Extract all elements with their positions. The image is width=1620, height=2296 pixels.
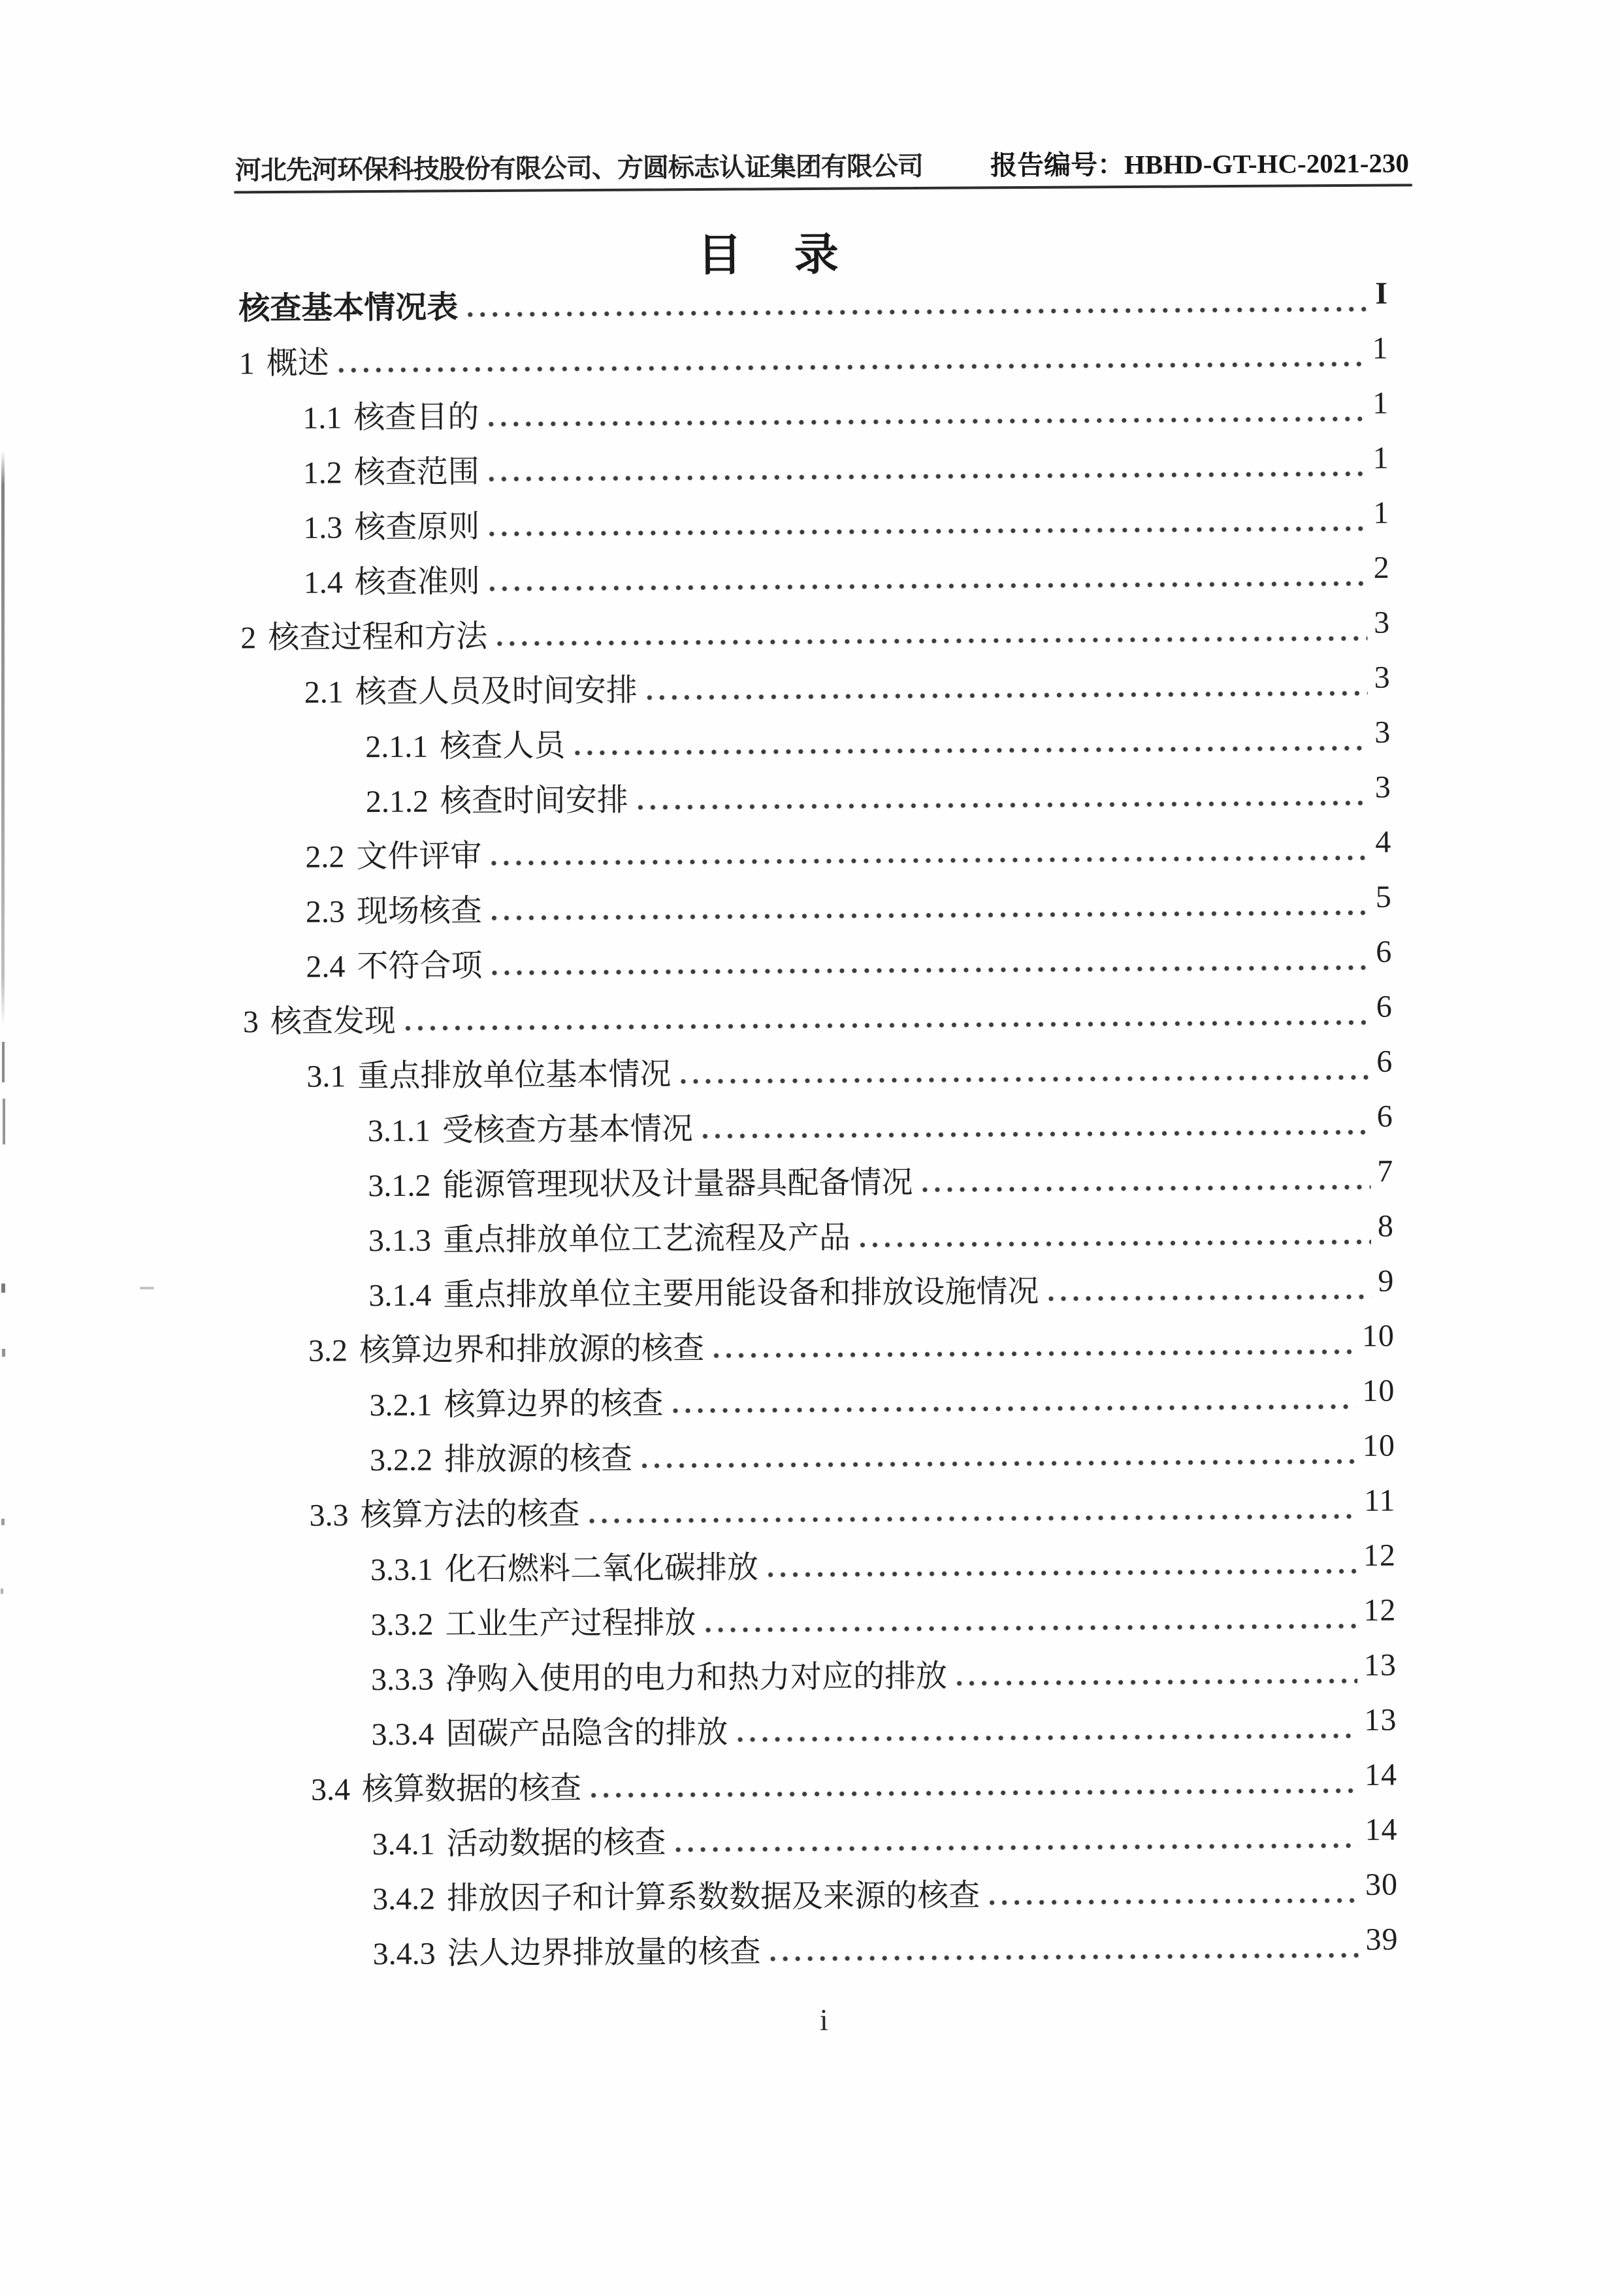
toc-entry: [242, 824, 1391, 886]
toc-entry-number: 2.2: [305, 839, 345, 875]
toc-entry-label: 核查基本情况表: [238, 290, 459, 327]
toc-page-number: 12: [1363, 1593, 1397, 1628]
toc-leader-dots: [491, 855, 1369, 866]
scan-edge-artifact: [3, 1099, 5, 1144]
toc-leader-dots: [705, 1623, 1357, 1633]
report-number: [990, 141, 1409, 182]
toc-leader-dots: [702, 1129, 1370, 1139]
toc-page-number: 10: [1362, 1373, 1395, 1408]
toc-entry-label: 现场核查: [356, 894, 483, 930]
toc-entry-label: 核查准则: [354, 564, 480, 600]
toc-entry-label: 核算数据的核查: [361, 1771, 582, 1807]
toc-leader-dots: [956, 1678, 1357, 1687]
toc-leader-dots: [647, 690, 1368, 701]
scan-edge-artifact: [1, 1519, 5, 1525]
toc-leader-dots: [489, 471, 1367, 482]
toc-page-number: 12: [1363, 1538, 1397, 1573]
toc-entry-number: 3.3.3: [370, 1662, 434, 1698]
toc-entry: [243, 988, 1393, 1050]
toc-page-number: 7: [1377, 1154, 1394, 1189]
toc-entry-label: 核算边界和排放源的核查: [359, 1331, 705, 1368]
toc-entry: [248, 1866, 1398, 1928]
toc-entry: [240, 440, 1389, 502]
toc-page-number: 3: [1374, 769, 1391, 805]
toc-entry: [247, 1647, 1397, 1709]
toc-leader-dots: [491, 965, 1369, 976]
toc-entry-label: 能源管理现状及计量器具配备情况: [442, 1165, 913, 1203]
toc-page-number: 6: [1376, 1044, 1393, 1079]
toc-leader-dots: [467, 306, 1369, 317]
toc-entry-number: 3.2: [308, 1333, 348, 1368]
toc-entry: [240, 604, 1390, 666]
toc-entry: [248, 1811, 1397, 1873]
toc-entry-number: 3.3.2: [370, 1607, 434, 1643]
toc-entry-number: 3.2.1: [369, 1387, 432, 1423]
toc-entry: [246, 1427, 1395, 1489]
toc-entry-label: 排放源的核查: [444, 1441, 633, 1478]
toc-entry-number: 3.4: [310, 1772, 351, 1807]
page-title: 目 录: [697, 229, 843, 281]
toc-entry: [244, 1098, 1393, 1160]
scan-edge-artifact: [2, 1042, 5, 1082]
toc-page-number: 1: [1372, 440, 1389, 476]
toc-entry-label: 净购入使用的电力和热力对应的排放: [445, 1658, 948, 1697]
toc-entry-number: 2.4: [306, 949, 346, 984]
toc-page-number: 1: [1372, 331, 1389, 366]
toc-entry-label: 核查人员: [440, 728, 566, 764]
toc-entry: [239, 385, 1389, 447]
toc-entry: [242, 769, 1391, 831]
scan-edge-artifact: [1, 1589, 3, 1594]
toc-leader-dots: [489, 526, 1367, 537]
toc-leader-dots: [680, 1075, 1370, 1084]
toc-entry: [243, 1043, 1393, 1105]
scan-speck-artifact: [140, 1287, 154, 1289]
toc-leader-dots: [989, 1898, 1359, 1905]
page-header: [235, 141, 1409, 187]
toc-leader-dots: [641, 1459, 1356, 1469]
toc-page-number: 3: [1374, 660, 1391, 695]
toc-entry: [242, 879, 1392, 941]
toc-entry-number: 1.2: [302, 455, 342, 491]
toc-page-number: 4: [1375, 824, 1392, 860]
toc-page-number: 2: [1373, 550, 1390, 585]
toc-entry-number: 1.4: [303, 565, 343, 600]
toc-leader-dots: [638, 800, 1369, 811]
toc-entry-label: 核查目的: [353, 400, 479, 436]
toc-entry-number: 1.1: [302, 400, 342, 436]
toc-leader-dots: [496, 636, 1367, 647]
toc-leader-dots: [770, 1952, 1359, 1962]
toc-entry: [238, 275, 1388, 337]
toc-entry-label: 重点排放单位主要用能设备和排放设施情况: [443, 1274, 1039, 1313]
toc-leader-dots: [1048, 1294, 1372, 1302]
report-number-label: 报告编号：: [990, 150, 1125, 181]
toc-leader-dots: [491, 910, 1369, 921]
toc-entry-number: 3.1.3: [368, 1223, 432, 1259]
toc-entry-number: 3.4.3: [372, 1936, 436, 1972]
toc-page-number: 1: [1373, 495, 1390, 530]
toc-entry-label: 核查发现: [270, 1003, 397, 1040]
footer-page-number: i: [819, 2003, 828, 2037]
toc-entry-label: 工业生产过程排放: [445, 1606, 696, 1642]
toc-page-number: 13: [1364, 1702, 1397, 1738]
toc-leader-dots: [405, 1020, 1370, 1031]
toc-entry: [248, 1756, 1397, 1819]
toc-entry: [246, 1537, 1396, 1599]
toc-entry-label: 核查原则: [354, 509, 480, 545]
toc-entry-label: 排放因子和计算系数数据及来源的核查: [446, 1878, 980, 1916]
toc-entry-number: 3: [242, 1005, 259, 1040]
toc-entry-label: 固碳产品隐含的排放: [446, 1715, 728, 1752]
toc-page-number: 14: [1365, 1812, 1398, 1847]
toc-entry-label: 活动数据的核查: [446, 1825, 666, 1862]
toc-page-number: 8: [1377, 1208, 1395, 1244]
toc-entry: [245, 1318, 1395, 1380]
toc-entry-label: 不符合项: [357, 948, 483, 984]
toc-entry: [244, 1153, 1393, 1215]
toc-entry-label: 化石燃料二氧化碳排放: [444, 1550, 759, 1587]
toc-entry-label: 文件评审: [356, 839, 482, 875]
toc-leader-dots: [489, 581, 1367, 592]
toc-entry-number: 1: [238, 346, 255, 381]
toc-page-number: 10: [1362, 1428, 1396, 1463]
toc-page-number: 10: [1361, 1318, 1395, 1353]
header-company-names: 河北先河环保科技股份有限公司、方圆标志认证集团有限公司: [235, 151, 924, 186]
toc-leader-dots: [591, 1788, 1358, 1798]
toc-entry-number: 1.3: [303, 510, 343, 545]
toc-leader-dots: [488, 416, 1366, 427]
scan-edge-artifact: [1, 1284, 5, 1293]
toc-entry-number: 3.4.2: [372, 1881, 436, 1917]
toc-leader-dots: [860, 1239, 1371, 1248]
toc-entry-label: 核查过程和方法: [268, 619, 488, 656]
toc-entry-number: 3.3.4: [371, 1717, 434, 1753]
toc-entry-number: 3.1.4: [368, 1278, 432, 1314]
toc-entry-label: 重点排放单位工艺流程及产品: [442, 1220, 851, 1258]
toc-entry: [246, 1592, 1396, 1654]
toc-leader-dots: [589, 1513, 1358, 1524]
toc-entry-label: 概述: [266, 346, 329, 381]
toc-page-number: 3: [1374, 715, 1391, 750]
toc-page-number: 3: [1374, 605, 1391, 640]
toc-page-number: 6: [1376, 934, 1393, 969]
toc-entry-label: 受核查方基本情况: [442, 1112, 694, 1148]
toc-leader-dots: [922, 1184, 1370, 1193]
toc-entry-number: 3.3: [309, 1498, 349, 1533]
toc-entry: [238, 330, 1388, 392]
toc-entry-label: 核查时间安排: [440, 783, 629, 819]
toc-entry-label: 核算边界的核查: [444, 1386, 664, 1423]
toc-page-number: 1: [1372, 385, 1389, 421]
toc-page-number: 30: [1365, 1867, 1399, 1902]
toc-entry: [240, 549, 1390, 611]
toc-page-number: 5: [1375, 879, 1392, 914]
toc-page-number: 14: [1364, 1757, 1398, 1792]
toc-leader-dots: [574, 745, 1368, 756]
toc-entry: [240, 494, 1389, 557]
scan-edge-artifact: [1, 451, 5, 1026]
scan-edge-artifact: [2, 1349, 5, 1357]
toc-entry-number: 3.1.2: [368, 1168, 431, 1204]
toc-page-number: 6: [1376, 1099, 1393, 1134]
toc-leader-dots: [768, 1568, 1357, 1578]
toc-entry-number: 3.2.2: [369, 1442, 433, 1478]
toc-entry: [245, 1372, 1395, 1434]
toc-entry-number: 3.4.1: [372, 1826, 435, 1862]
toc-page-number: 9: [1378, 1263, 1395, 1299]
toc-entry-number: 3.1: [306, 1059, 346, 1094]
toc-entry: [241, 659, 1391, 721]
table-of-contents: [238, 275, 1399, 1983]
toc-leader-dots: [675, 1843, 1359, 1852]
report-number-value: HBHD-GT-HC-2021-230: [1124, 148, 1410, 180]
toc-entry-number: 2.1.2: [365, 784, 429, 820]
toc-entry-number: 2.3: [305, 894, 346, 930]
toc-leader-dots: [737, 1733, 1358, 1743]
toc-leader-dots: [338, 361, 1366, 374]
toc-entry-number: 3.1.1: [367, 1113, 431, 1149]
toc-entry: [246, 1482, 1395, 1544]
toc-entry-number: 2: [240, 621, 257, 656]
toc-page-number: 11: [1364, 1483, 1396, 1518]
toc-page-number: 39: [1365, 1922, 1399, 1957]
toc-entry-label: 重点排放单位基本情况: [357, 1057, 672, 1094]
toc-leader-dots: [713, 1349, 1355, 1359]
toc-entry: [241, 714, 1391, 776]
toc-entry: [247, 1702, 1397, 1764]
toc-entry-number: 3.3.1: [370, 1552, 434, 1588]
toc-entry: [242, 933, 1392, 995]
toc-page-number: 13: [1363, 1647, 1397, 1683]
toc-entry-label: 核查范围: [353, 455, 479, 491]
toc-entry-number: 2.1: [304, 675, 344, 710]
toc-entry-label: 核查人员及时间安排: [355, 673, 638, 710]
toc-entry-label: 核算方法的核查: [360, 1496, 580, 1533]
toc-entry: [248, 1921, 1398, 1983]
toc-entry-label: 法人边界排放量的核查: [447, 1934, 761, 1971]
toc-entry: [244, 1208, 1394, 1270]
toc-leader-dots: [673, 1404, 1356, 1414]
toc-page-number: I: [1375, 276, 1389, 311]
toc-page-number: 6: [1376, 989, 1393, 1024]
toc-entry-number: 2.1.1: [365, 729, 429, 765]
toc-entry: [244, 1263, 1394, 1325]
